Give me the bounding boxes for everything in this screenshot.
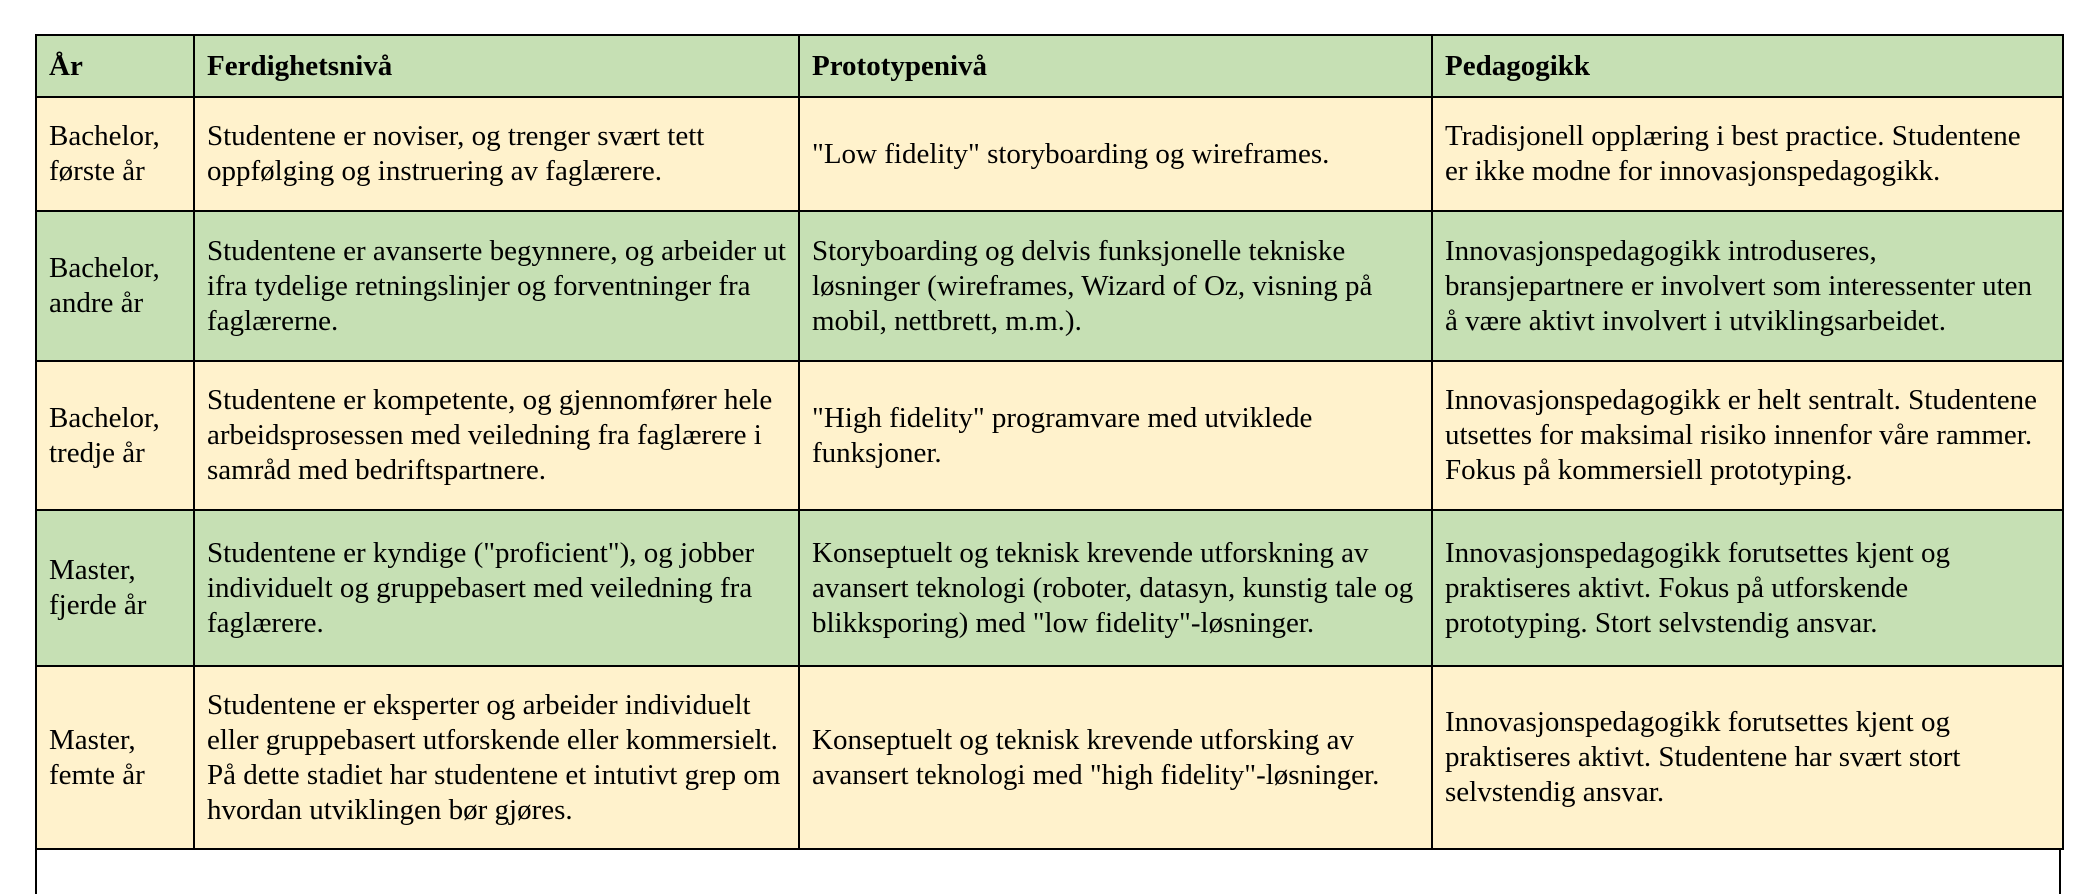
cell-pedagogy: Innovasjonspedagogikk forutsettes kjent og praktiseres aktivt. Fokus på utforskende prototyping. Stort selvstendig ansvar. (1432, 510, 2063, 666)
cell-year: Master, femte år (36, 666, 194, 849)
cell-skill: Studentene er noviser, og trenger svært tett oppfølging og instruering av faglærere. (194, 97, 799, 211)
header-prototype-level: Prototypenivå (799, 35, 1432, 97)
cell-prototype: "Low fidelity" storyboarding og wireframes. (799, 97, 1432, 211)
cell-pedagogy: Tradisjonell opplæring i best practice. Studentene er ikke modne for innovasjonspedagogikk. (1432, 97, 2063, 211)
header-pedagogy: Pedagogikk (1432, 35, 2063, 97)
header-year: År (36, 35, 194, 97)
cell-year: Master, fjerde år (36, 510, 194, 666)
header-skill-level: Ferdighetsnivå (194, 35, 799, 97)
cell-prototype: "High fidelity" programvare med utviklede funksjoner. (799, 361, 1432, 510)
table-row (36, 211, 2063, 361)
header-row (36, 35, 2063, 97)
cell-year: Bachelor, andre år (36, 211, 194, 361)
cell-skill: Studentene er avanserte begynnere, og arbeider ut ifra tydelige retningslinjer og forventninger fra faglærerne. (194, 211, 799, 361)
cell-prototype: Konseptuelt og teknisk krevende utforsking av avansert teknologi med "high fidelity"-løsninger. (799, 666, 1432, 849)
cell-skill: Studentene er eksperter og arbeider individuelt eller gruppebasert utforskende eller kommersielt. På dette stadiet har studentene et intutivt grep om hvordan utviklingen bør gjøres. (194, 666, 799, 849)
cell-pedagogy: Innovasjonspedagogikk introduseres, bransjepartnere er involvert som interessenter uten å være aktivt involvert i utviklingsarbeidet. (1432, 211, 2063, 361)
table-row (36, 666, 2063, 849)
cell-skill: Studentene er kyndige ("proficient"), og jobber individuelt og gruppebasert med veiledning fra faglærere. (194, 510, 799, 666)
table-row (36, 510, 2063, 666)
cell-pedagogy: Innovasjonspedagogikk forutsettes kjent og praktiseres aktivt. Studentene har svært stort selvstendig ansvar. (1432, 666, 2063, 849)
cell-year: Bachelor, tredje år (36, 361, 194, 510)
table-row (36, 361, 2063, 510)
cell-pedagogy: Innovasjonspedagogikk er helt sentralt. Studentene utsettes for maksimal risiko innenfor våre rammer. Fokus på kommersiell prototyping. (1432, 361, 2063, 510)
curriculum-table (35, 34, 2064, 850)
table-row (36, 97, 2063, 211)
cell-prototype: Konseptuelt og teknisk krevende utforskning av avansert teknologi (roboter, datasyn, kunstig tale og blikksporing) med "low fidelity"-løsninger. (799, 510, 1432, 666)
cell-year: Bachelor, første år (36, 97, 194, 211)
cell-prototype: Storyboarding og delvis funksjonelle tekniske løsninger (wireframes, Wizard of Oz, visning på mobil, nettbrett, m.m.). (799, 211, 1432, 361)
cell-skill: Studentene er kompetente, og gjennomfører hele arbeidsprosessen med veiledning fra faglærere i samråd med bedriftspartnere. (194, 361, 799, 510)
